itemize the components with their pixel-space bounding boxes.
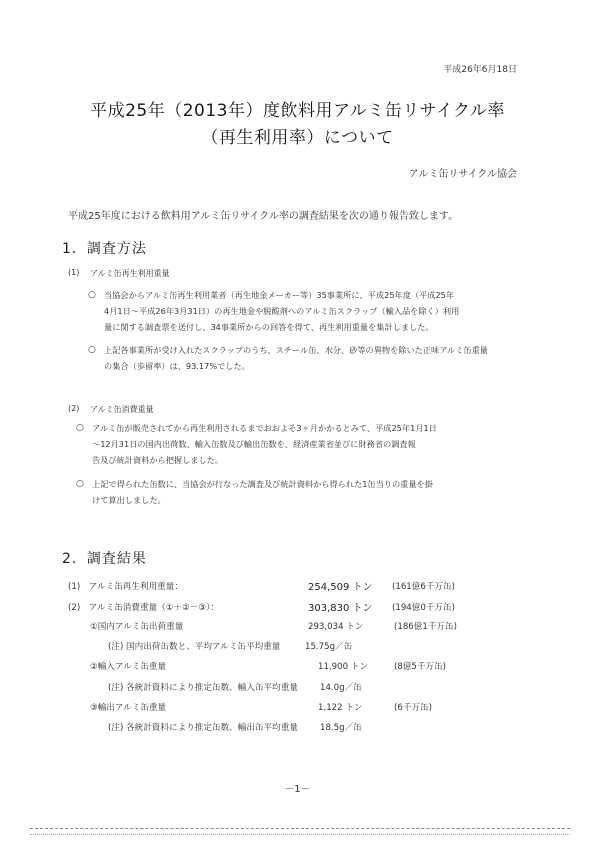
sub2-item2-line2: けて算出しました。 [92,495,166,505]
sub1-item2-line2: の集合（歩留率）は、93.17%でした。 [104,361,250,371]
section1-heading: 1．調査方法 [62,241,147,257]
report-date: 平成26年6月18日 [443,65,517,75]
bullet-circle-icon: ○ [76,479,84,489]
scan-artifact-line [30,834,570,835]
bullet-circle-icon: ○ [88,290,96,300]
report-title-line1: 平成25年（2013年）度飲料用アルミ缶リサイクル率 [90,101,505,121]
sub2-item1-line1: アルミ缶が販売されてから再生利用されるまでおおよそ3ヶ月かかるとみて、平成25年1月1日 [92,423,437,433]
result-row-value: 293,034 トン [308,622,364,632]
sub2-title: アルミ缶消費重量 [90,405,154,414]
result-row-note: (194億0千万缶) [392,603,455,613]
sub2-label: (2) [68,404,80,413]
result-row-note: (6千万缶) [394,703,432,713]
result-row-value: 11,900 トン [318,662,368,672]
result-row-label: ①国内アルミ缶出荷重量 [90,622,184,632]
result-row-value: 303,830 トン [308,603,373,614]
result-row-label: (2) アルミ缶消費重量（①＋②－③）： [68,603,219,613]
report-title-line2: （再生利用率）について [201,128,394,148]
organization-name: アルミ缶リサイクル協会 [408,169,517,180]
result-row-note: (161億6千万缶) [392,582,455,592]
bullet-circle-icon: ○ [88,345,96,355]
sub1-label: (1) [68,268,80,277]
sub1-title: アルミ缶再生利用重量 [90,269,170,278]
sub2-item2-line1: 上記で得られた缶数に、当協会が行なった調査及び統計資料から得られた1缶当りの重量を掛 [92,479,433,489]
result-row-label: (1) アルミ缶再生利用重量： [68,582,183,592]
intro-text: 平成25年度における飲料用アルミ缶リサイクル率の調査結果を次の通り報告致します。 [68,211,459,222]
result-note-value: 18.5g／缶 [320,723,362,733]
result-note-label: (注) 各統計資料により推定缶数、輸出缶平均重量 [108,723,298,733]
scan-artifact-line [30,828,570,829]
result-note-value: 14.0g／缶 [320,683,362,693]
sub1-item1-line1: 当協会からアルミ缶再生利用業者（再生地金メーカー等）35事業所に、平成25年度（平成25年 [104,290,455,300]
result-note-value: 15.75g／缶 [305,642,353,652]
result-row-value: 254,509 トン [308,582,373,593]
sub2-item1-line3: 告及び統計資料から把握しました。 [92,455,224,465]
result-note-label: (注) 国内出荷缶数と、平均アルミ缶平均重量 [108,642,281,652]
result-row-value: 1,122 トン [318,703,363,713]
result-row-note: (8億5千万缶) [394,662,447,672]
sub2-item1-line2: ～12月31日の国内出荷数、輸入缶数及び輸出缶数を、経済産業省並びに財務省の調査報 [92,439,416,449]
section2-heading: 2．調査結果 [62,551,147,567]
result-row-label: ③輸出アルミ缶重量 [90,703,167,713]
result-row-note: (186億1千万缶) [394,622,457,632]
page-number: －1－ [284,784,311,795]
bullet-circle-icon: ○ [76,423,84,433]
sub1-item1-line3: 量に関する調査票を送付し、34事業所からの回答を得て、再生利用重量を集計しました。 [104,322,434,332]
sub1-item1-line2: 4月1日～平成26年3月31日）の再生地金や脱酸剤へのアルミ缶スクラップ（輸入品を除く）利用 [104,306,460,316]
result-row-label: ②輸入アルミ缶重量 [90,662,167,672]
sub1-item2-line1: 上記各事業所が受け入れたスクラップのうち、スチール缶、水分、砂等の異物を除いた正味アルミ缶重量 [104,345,488,355]
result-note-label: (注) 各統計資料により推定缶数、輸入缶平均重量 [108,683,298,693]
